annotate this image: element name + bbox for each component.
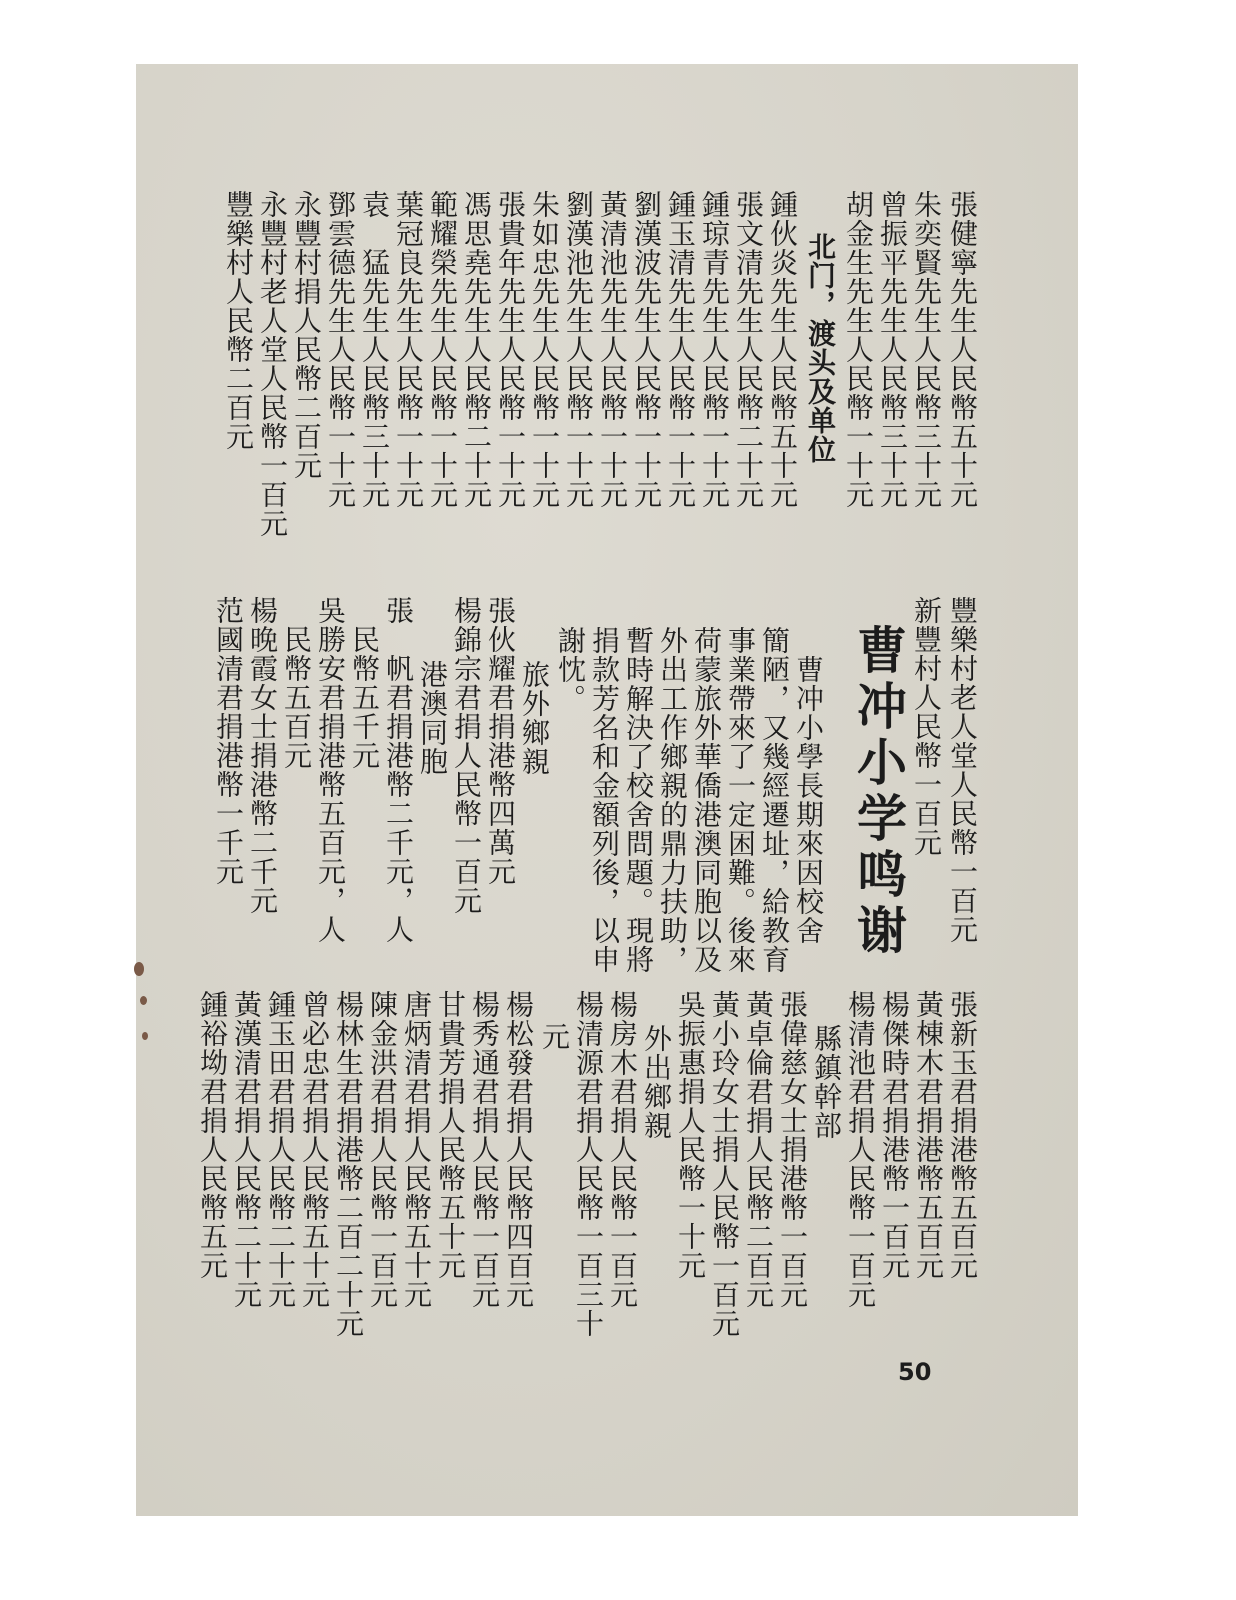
- donor-line: 胡金生先生人民幣一十元: [842, 190, 875, 509]
- donor-line: 黃清池先生人民幣一十元: [596, 190, 629, 509]
- donor-line: 楊房木君捐人民幣一百元: [606, 990, 639, 1309]
- donor-line: 民幣五千元: [348, 596, 381, 770]
- donor-line: 楊傑時君捐港幣一百元: [878, 990, 911, 1280]
- paragraph-line: 曹冲小學長期來因校舍: [792, 626, 825, 945]
- donor-line: 劉漢池先生人民幣一十元: [562, 190, 595, 509]
- donor-line: 豐樂村人民幣二百元: [222, 190, 255, 451]
- donor-line: 曾必忠君捐人民幣五十元: [298, 990, 331, 1309]
- punch-hole-mark: [134, 962, 144, 976]
- donor-line: 楊錦宗君捐人民幣一百元: [450, 596, 483, 915]
- donor-line: 楊清源君捐人民幣一百三十: [572, 990, 605, 1338]
- donor-line: 陳金洪君捐人民幣一百元: [366, 990, 399, 1309]
- donor-line: 劉漢波先生人民幣一十元: [630, 190, 663, 509]
- donor-line: 鄧雲德先生人民幣一十元: [324, 190, 357, 509]
- paragraph-line: 事業帶來了一定困難。後來: [724, 626, 757, 974]
- donor-line: 馮思堯先生人民幣二十元: [460, 190, 493, 509]
- donor-line: 楊清池君捐人民幣一百元: [844, 990, 877, 1309]
- donor-line: 楊松發君捐人民幣四百元: [502, 990, 535, 1309]
- donor-line: 張貴年先生人民幣一十元: [494, 190, 527, 509]
- donor-line: 張偉慈女士捐港幣一百元: [776, 990, 809, 1309]
- section-subheading: 外出鄉親: [640, 1024, 673, 1140]
- donor-line: 鍾玉清先生人民幣一十元: [664, 190, 697, 509]
- donor-line: 張 帆君捐港幣二千元，人: [382, 596, 415, 944]
- donor-line: 朱如忠先生人民幣一十元: [528, 190, 561, 509]
- donor-line: 朱奕賢先生人民幣三十元: [910, 190, 943, 509]
- paragraph-line: 簡陋，又幾經遷址，給教育: [758, 626, 791, 974]
- donor-line: 楊秀通君捐人民幣一百元: [468, 990, 501, 1309]
- donor-line: 楊林生君捐港幣二百二十元: [332, 990, 365, 1338]
- paragraph-line: 暫時解決了校舍問題。現將: [622, 626, 655, 974]
- donor-line: 鍾玉田君捐人民幣二十元: [264, 990, 297, 1309]
- donor-line: 張伙耀君捐港幣四萬元: [484, 596, 517, 886]
- donor-line: 袁 猛先生人民幣三十元: [358, 190, 391, 509]
- page-number: 50: [898, 1358, 932, 1386]
- paragraph-line: 捐款芳名和金額列後，以申: [588, 626, 621, 974]
- donor-line: 楊晚霞女士捐港幣二千元: [246, 596, 279, 915]
- donor-line: 永豐村捐人民幣二百元: [290, 190, 323, 480]
- section-subheading: 縣鎮幹部: [810, 1024, 843, 1140]
- donor-line: 黃漢清君捐人民幣二十元: [230, 990, 263, 1309]
- donor-line: 張新玉君捐港幣五百元: [946, 990, 979, 1280]
- paragraph-line: 外出工作鄉親的鼎力扶助，: [656, 626, 689, 974]
- donor-line: 張健寧先生人民幣五十元: [946, 190, 979, 509]
- donor-line: 甘貴芳捐人民幣五十元: [434, 990, 467, 1280]
- donor-line: 豐樂村老人堂人民幣一百元: [946, 596, 979, 944]
- donor-line: 永豐村老人堂人民幣一百元: [256, 190, 289, 538]
- donor-line: 張文清先生人民幣二十元: [732, 190, 765, 509]
- punch-hole-mark: [142, 1032, 148, 1040]
- donor-line: 曾振平先生人民幣三十元: [876, 190, 909, 509]
- donor-line: 吳勝安君捐港幣五百元，人: [314, 596, 347, 944]
- donor-line: 新豐村人民幣一百元: [910, 596, 943, 857]
- donor-line: 民幣五百元: [280, 596, 313, 770]
- paragraph-line: 謝忱。: [554, 626, 587, 713]
- section-subheading: 港澳同胞: [416, 660, 449, 776]
- donor-line: 元: [538, 1022, 571, 1051]
- donor-line: 范國清君捐港幣一千元: [212, 596, 245, 886]
- donor-line: 鍾琼青先生人民幣一十元: [698, 190, 731, 509]
- donor-line: 黃棟木君捐港幣五百元: [912, 990, 945, 1280]
- donor-line: 黃卓倫君捐人民幣二百元: [742, 990, 775, 1309]
- donor-line: 葉冠良先生人民幣一十元: [392, 190, 425, 509]
- section-heading: 北门，渡头及单位: [804, 232, 837, 464]
- donor-line: 範耀榮先生人民幣一十元: [426, 190, 459, 509]
- punch-hole-mark: [140, 996, 147, 1005]
- donor-line: 吳振惠捐人民幣一十元: [674, 990, 707, 1280]
- donor-line: 鍾裕坳君捐人民幣五元: [196, 990, 229, 1280]
- donor-line: 黃小玲女士捐人民幣一百元: [708, 990, 741, 1338]
- section-subheading: 旅外鄉親: [518, 660, 551, 776]
- donor-line: 鍾伙炎先生人民幣五十元: [766, 190, 799, 509]
- article-title: 曹冲小学鸣谢: [849, 624, 907, 960]
- donor-line: 唐炳清君捐人民幣五十元: [400, 990, 433, 1309]
- paragraph-line: 荷蒙旅外華僑港澳同胞以及: [690, 626, 723, 974]
